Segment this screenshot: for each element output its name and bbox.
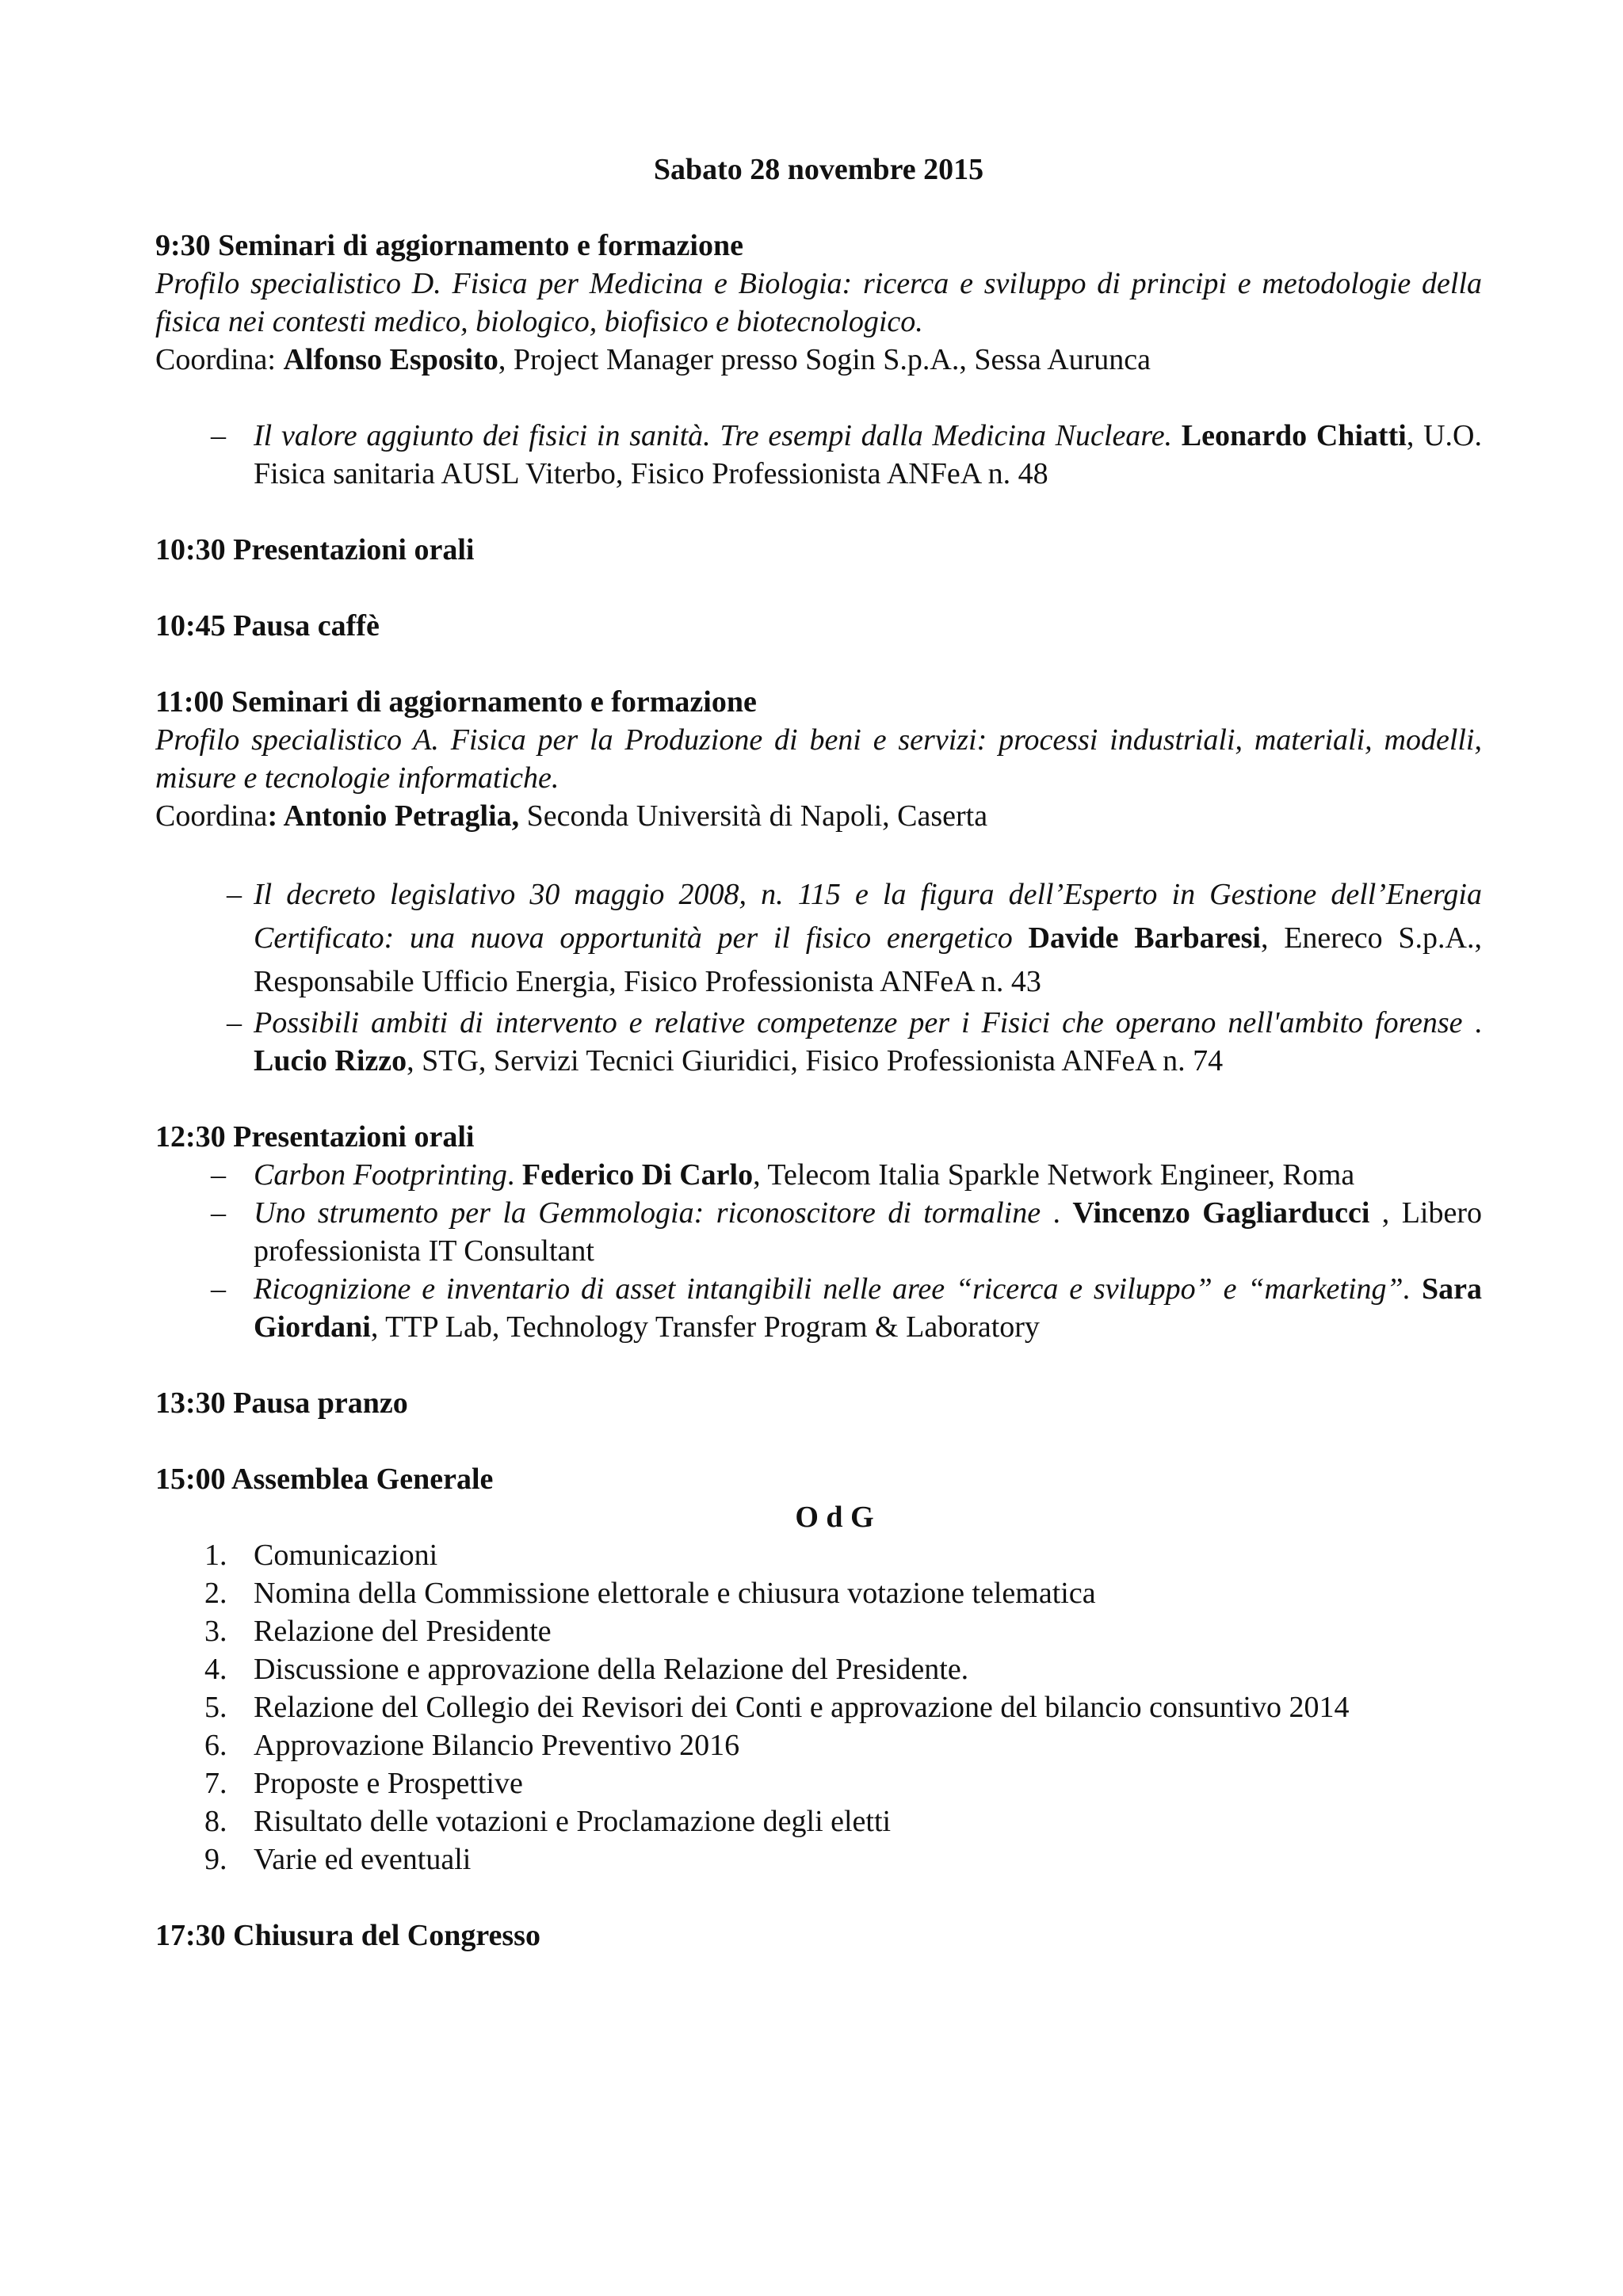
talk-list [155,873,1482,1080]
session-time-heading: 10:30 Presentazioni orali [155,533,475,566]
agenda-item [155,1840,1482,1878]
session-time-heading: 12:30 Presentazioni orali [155,1120,475,1154]
session-1030 [155,531,1482,569]
agenda-text: Nomina della Commissione elettorale e chiusura votazione telematica [254,1577,1096,1610]
talk-item [155,417,1482,493]
agenda-number: 5. [204,1691,227,1724]
talk-item [155,1156,1482,1194]
agenda-item [155,1536,1482,1574]
talk-title: Il decreto legislativo 30 maggio 2008, n. 115 e la figura dell’Esperto in Gestione dell’Energia Certificato: una nuova opportunità per il fisico energetico [254,878,1482,955]
agenda-text: Risultato delle votazioni e Proclamazione degli eletti [254,1805,892,1838]
agenda-number: 3. [204,1615,227,1648]
agenda-number: 6. [204,1729,227,1762]
talk-affiliation: , STG, Servizi Tecnici Giuridici, Fisico Professionista ANFeA n. 74 [407,1044,1224,1077]
talk-separator: . [506,1158,522,1192]
session-time-heading: 10:45 Pausa caffè [155,609,380,643]
list-dash: – [211,1196,226,1230]
session-time-heading: 15:00 Assemblea Generale [155,1463,494,1496]
agenda-title: O d G [795,1501,874,1534]
talk-speaker: Federico Di Carlo [521,1158,754,1192]
coordinator-affiliation: , Project Manager presso Sogin S.p.A., Sessa Aurunca [498,343,1151,376]
session-coordinator [155,797,1482,835]
talk-affiliation: , Telecom Italia Sparkle Network Engineer, Roma [753,1158,1355,1192]
list-dash: – [227,1006,242,1039]
agenda-item [155,1688,1482,1726]
talk-title: Ricognizione e inventario di asset intangibili nelle aree “ricerca e sviluppo” e “marketing”. [254,1272,1411,1306]
talk-list [155,417,1482,493]
session-1730 [155,1917,1482,1955]
agenda-text: Relazione del Presidente [254,1615,552,1648]
document-title: Sabato 28 novembre 2015 [653,153,984,186]
agenda-text: Approvazione Bilancio Preventivo 2016 [254,1729,740,1762]
agenda-item [155,1574,1482,1612]
session-time-heading: 11:00 Seminari di aggiornamento e formazione [155,685,757,719]
agenda-item [155,1764,1482,1802]
session-0930 [155,227,1482,493]
talk-title: Uno strumento per la Gemmologia: riconoscitore di tormaline [254,1196,1041,1230]
talk-affiliation: , Enereco S.p.A., Responsabile Ufficio Energia, Fisico Professionista ANFeA n. 43 [254,921,1482,998]
agenda-item [155,1612,1482,1650]
list-dash: – [211,1272,226,1306]
session-time-heading: 9:30 Seminari di aggiornamento e formazione [155,229,743,262]
list-dash: – [211,419,226,452]
session-time-heading: 13:30 Pausa pranzo [155,1386,408,1420]
agenda-list [155,1536,1482,1878]
session-1045 [155,607,1482,645]
talk-separator: . [1462,1006,1483,1039]
agenda-text: Relazione del Collegio dei Revisori dei Conti e approvazione del bilancio consuntivo 2014 [254,1691,1350,1724]
session-coordinator [155,341,1482,379]
document-content [155,151,1482,1993]
session-time-heading: 17:30 Chiusura del Congresso [155,1919,540,1952]
agenda-item [155,1650,1482,1688]
agenda-text: Discussione e approvazione della Relazione del Presidente. [254,1653,969,1686]
agenda-item [155,1726,1482,1764]
talk-separator [1411,1272,1422,1306]
talk-affiliation: , U.O. Fisica sanitaria AUSL Viterbo, Fisico Professionista ANFeA n. 48 [254,419,1482,490]
session-description: Profilo specialistico D. Fisica per Medicina e Biologia: ricerca e sviluppo di principi e metodologie della fisica nei contesti medico, biologico, biofisico e biotecnologico. [155,267,1482,338]
talk-speaker: Vincenzo Gagliarducci [1072,1196,1370,1230]
agenda-text: Proposte e Prospettive [254,1767,523,1800]
session-1100 [155,683,1482,1080]
talk-body [254,873,1482,1004]
talk-list [155,1156,1482,1346]
talk-speaker: Lucio Rizzo [254,1044,407,1077]
talk-affiliation: , Libero professionista IT Consultant [254,1196,1482,1268]
list-dash: – [227,878,242,911]
talk-title: Carbon Footprinting [254,1158,507,1192]
talk-item [155,1194,1482,1270]
coordinator-label: Coordina: [155,343,284,376]
agenda-number: 2. [204,1577,227,1610]
talk-speaker: Leonardo Chiatti [1181,419,1407,452]
talk-speaker: Sara Giordani [254,1272,1483,1344]
talk-item [155,873,1482,1004]
talk-item [155,1270,1482,1346]
session-1330 [155,1384,1482,1422]
agenda-text: Comunicazioni [254,1539,438,1572]
coordinator-affiliation: Seconda Università di Napoli, Caserta [519,799,988,833]
agenda-number: 4. [204,1653,227,1686]
coordinator-label: Coordina [155,799,268,833]
coordinator-name: : Antonio Petraglia, [267,799,520,833]
session-1230 [155,1118,1482,1346]
list-dash: – [211,1158,226,1192]
talk-title: Possibili ambiti di intervento e relative competenze per i Fisici che operano nell'ambito forense [254,1006,1463,1039]
coordinator-name: Alfonso Esposito [283,343,498,376]
agenda-number: 8. [204,1805,227,1838]
talk-item [155,1004,1482,1080]
agenda-number: 9. [204,1843,227,1876]
talk-speaker: Davide Barbaresi [1028,921,1261,955]
session-description: Profilo specialistico A. Fisica per la Produzione di beni e servizi: processi industriali, materiali, modelli, misure e tecnologie informatiche. [155,723,1482,795]
talk-affiliation: , TTP Lab, Technology Transfer Program & Laboratory [370,1310,1040,1344]
talk-body [254,1004,1482,1080]
agenda-item [155,1802,1482,1840]
talk-title: Il valore aggiunto dei fisici in sanità. Tre esempi dalla Medicina Nucleare. [254,419,1173,452]
agenda-text: Varie ed eventuali [254,1843,472,1876]
agenda-number: 1. [204,1539,227,1572]
session-1500 [155,1460,1482,1878]
agenda-number: 7. [204,1767,227,1800]
talk-separator: . [1041,1196,1073,1230]
